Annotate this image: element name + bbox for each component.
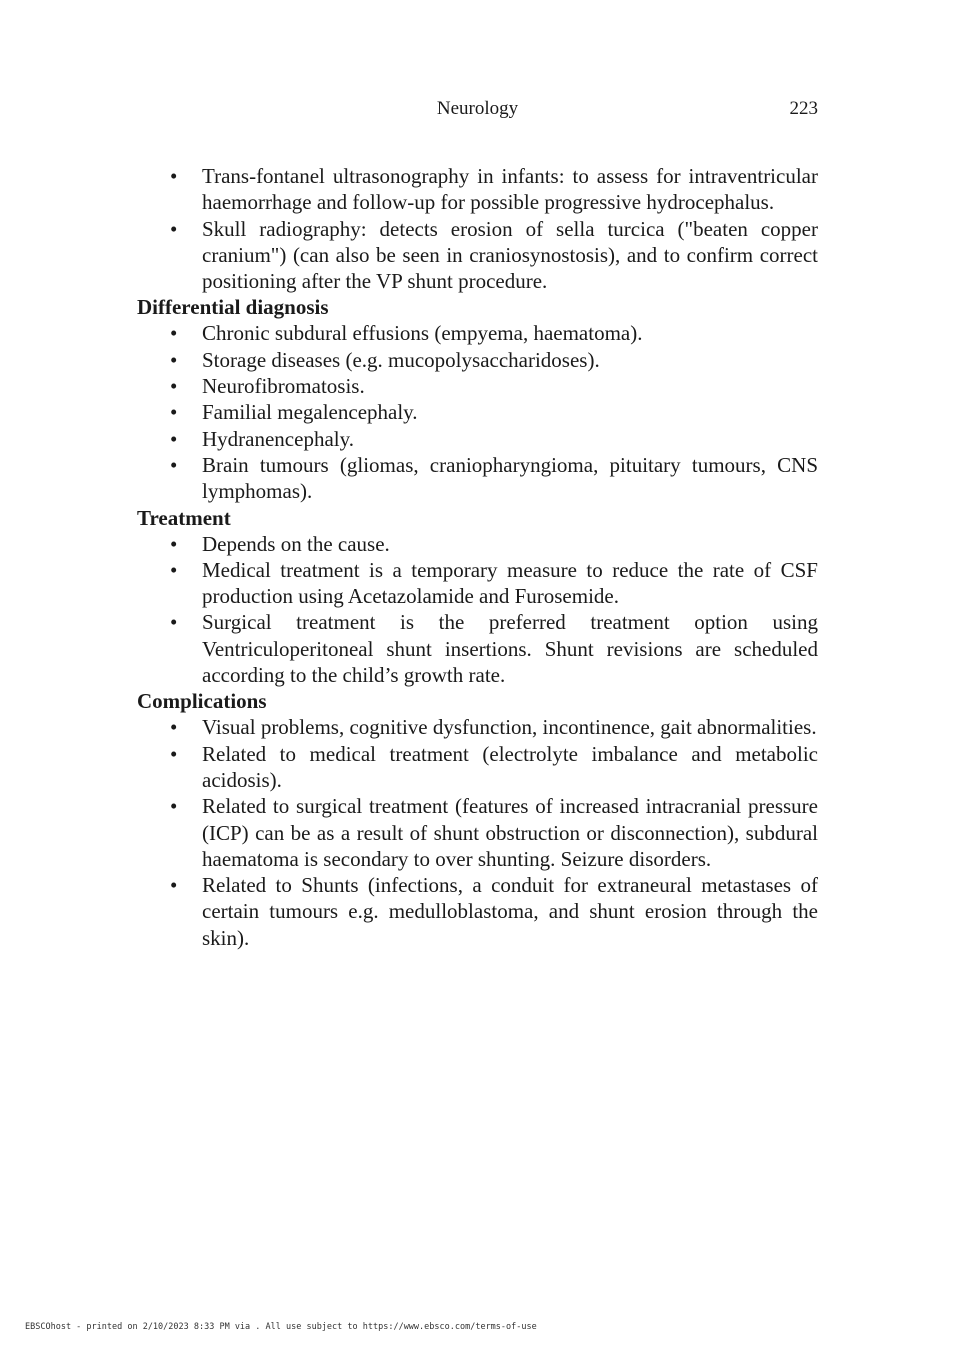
list-item: • Skull radiography: detects erosion of sella turcica ("beaten copper cranium") (can also be seen in craniosynostosis), and to confirm correct positioning after the VP shunt procedure. [137, 216, 818, 295]
print-footer: EBSCOhost - printed on 2/10/2023 8:33 PM via . All use subject to https://www.ebsco.com/terms-of-use [25, 1322, 537, 1332]
treatment-heading: Treatment [137, 505, 231, 530]
list-item: • Medical treatment is a temporary measure to reduce the rate of CSF production using Acetazolamide and Furosemide. [137, 557, 818, 610]
differential-diagnosis-list [137, 320, 818, 504]
list-item: • Visual problems, cognitive dysfunction, incontinence, gait abnormalities. [137, 714, 818, 740]
differential-diagnosis-heading: Differential diagnosis [137, 295, 329, 320]
running-header [137, 96, 818, 124]
list-item: • Trans-fontanel ultrasonography in infants: to assess for intraventricular haemorrhage and follow-up for possible progressive hydrocephalus. [137, 163, 818, 216]
complications-list [137, 714, 818, 951]
list-item: • Depends on the cause. [137, 531, 818, 557]
list-item: • Chronic subdural effusions (empyema, haematoma). [137, 320, 818, 346]
list-item: • Hydranencephaly. [137, 426, 818, 452]
list-item: • Neurofibromatosis. [137, 373, 818, 399]
list-item: • Surgical treatment is the preferred treatment option using Ventriculoperitoneal shunt insertions. Shunt revisions are scheduled according to the child’s growth rate. [137, 609, 818, 688]
list-item: • Brain tumours (gliomas, craniopharyngioma, pituitary tumours, CNS lymphomas). [137, 452, 818, 505]
treatment-list [137, 531, 818, 689]
list-item: • Related to Shunts (infections, a conduit for extraneural metastases of certain tumours e.g. medulloblastoma, and shunt erosion through the skin). [137, 872, 818, 951]
page-body [137, 163, 818, 951]
list-item: • Related to medical treatment (electrolyte imbalance and metabolic acidosis). [137, 741, 818, 794]
complications-heading: Complications [137, 689, 267, 714]
running-title: Neurology [436, 98, 519, 119]
list-item: • Familial megalencephaly. [137, 399, 818, 425]
list-item: • Storage diseases (e.g. mucopolysaccharidoses). [137, 347, 818, 373]
list-item: • Related to surgical treatment (features of increased intracranial pressure (ICP) can be as a result of shunt obstruction or disconnection), subdural haematoma is secondary to over shunting. Seizure disorders. [137, 793, 818, 872]
imaging-list [137, 163, 818, 294]
page-number: 223 [789, 98, 818, 119]
